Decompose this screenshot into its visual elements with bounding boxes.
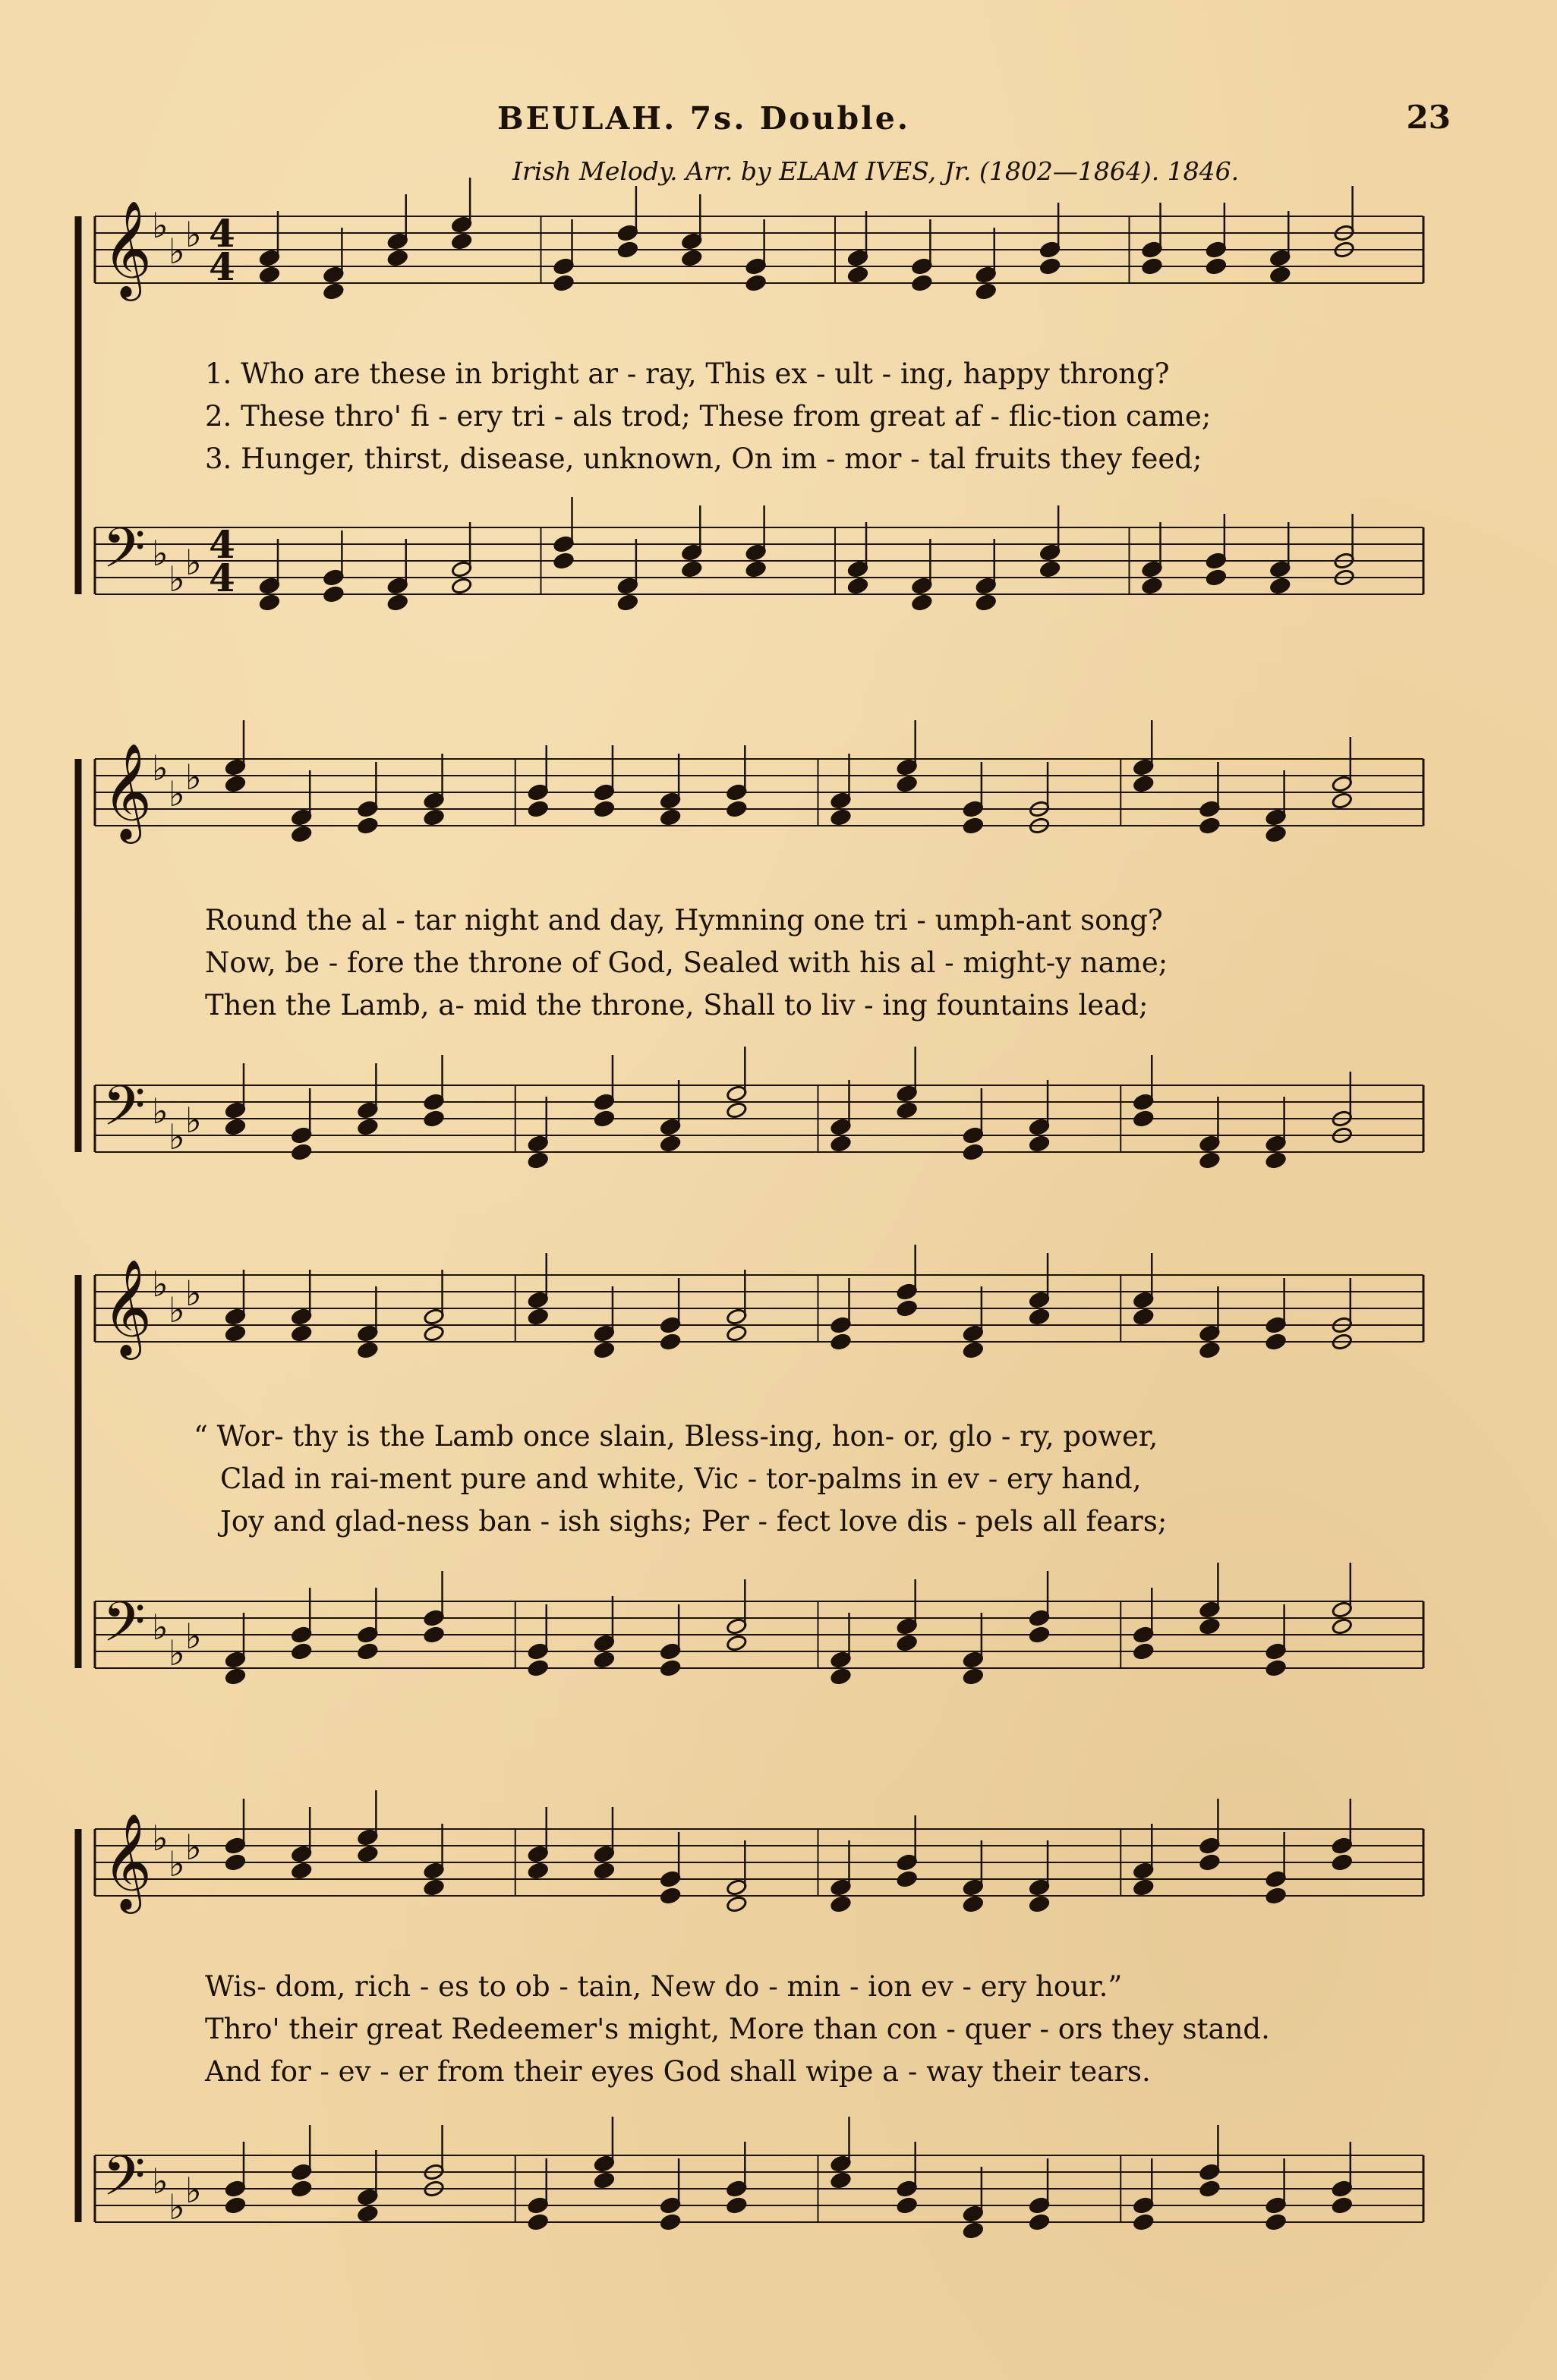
treble-clef-icon: 𝄞 bbox=[102, 1258, 153, 1355]
note-head bbox=[1029, 2213, 1050, 2230]
note-head bbox=[1199, 817, 1220, 834]
note-head bbox=[911, 593, 932, 611]
note-head bbox=[1265, 1659, 1287, 1676]
note-head bbox=[424, 1878, 445, 1896]
treble-clef-icon: 𝄞 bbox=[102, 200, 153, 297]
note-head bbox=[528, 1862, 549, 1879]
note-head bbox=[726, 1895, 747, 1912]
flat-icon: ♭ bbox=[152, 533, 169, 574]
flat-icon: ♭ bbox=[152, 1264, 169, 1305]
note-head bbox=[225, 1324, 246, 1342]
note-head bbox=[1206, 568, 1227, 586]
note-head bbox=[1332, 792, 1353, 809]
note-head bbox=[291, 1642, 312, 1660]
flat-icon: ♭ bbox=[169, 1289, 185, 1330]
note-head bbox=[963, 1667, 984, 1685]
note-head bbox=[225, 1118, 246, 1135]
system-4 bbox=[72, 1768, 1439, 2254]
treble-staff bbox=[95, 1245, 1423, 1360]
bass-staff bbox=[95, 1563, 1423, 1686]
note-head bbox=[681, 249, 702, 266]
note-head bbox=[617, 593, 638, 611]
note-head bbox=[911, 274, 932, 291]
lyric-verse-1: Wis- dom, rich - es to ob - tain, New do - min - ion ev - ery hour.” bbox=[205, 1970, 1123, 2003]
note-head bbox=[291, 2180, 312, 2197]
bass-staff bbox=[95, 497, 1423, 612]
lyric-verse-3: 3. Hunger, thirst, disease, unknown, On im - mor - tal fruits they feed; bbox=[205, 442, 1202, 475]
note-head bbox=[897, 1101, 918, 1119]
flat-icon: ♭ bbox=[152, 2161, 169, 2202]
flat-icon: ♭ bbox=[169, 231, 185, 272]
note-head bbox=[1141, 257, 1162, 275]
flat-icon: ♭ bbox=[152, 1818, 169, 1859]
note-head bbox=[1039, 257, 1061, 275]
note-head bbox=[594, 1862, 615, 1879]
note-head bbox=[847, 266, 868, 283]
bass-staff bbox=[95, 2117, 1423, 2240]
note-head bbox=[1269, 266, 1291, 283]
note-head bbox=[830, 1895, 851, 1912]
time-signature: 4 bbox=[209, 556, 235, 600]
note-head bbox=[660, 1659, 681, 1676]
note-head bbox=[225, 1667, 246, 1685]
flat-icon: ♭ bbox=[169, 1632, 185, 1673]
note-head bbox=[1265, 1151, 1287, 1169]
note-head bbox=[387, 249, 408, 266]
time-signature: 4 bbox=[209, 211, 235, 256]
note-head bbox=[528, 800, 549, 817]
lyric-verse-2: Now, be - fore the throne of God, Sealed with his al - might-y name; bbox=[205, 946, 1168, 979]
note-head bbox=[259, 266, 280, 283]
attribution: Irish Melody. Arr. by ELAM IVES, Jr. (1802—1864). 1846. bbox=[512, 156, 1240, 186]
note-head bbox=[1206, 257, 1227, 275]
note-head bbox=[451, 577, 472, 594]
flat-icon: ♭ bbox=[185, 1100, 202, 1141]
note-head bbox=[291, 1324, 312, 1342]
flat-icon: ♭ bbox=[152, 1607, 169, 1648]
note-head bbox=[745, 274, 767, 291]
note-head bbox=[424, 808, 445, 826]
note-head bbox=[1199, 1617, 1220, 1635]
note-head bbox=[291, 825, 312, 842]
note-head bbox=[451, 232, 472, 250]
note-head bbox=[1199, 1151, 1220, 1169]
note-head bbox=[357, 1118, 378, 1135]
note-head bbox=[726, 2196, 747, 2214]
system-3 bbox=[72, 1245, 1439, 1715]
bass-clef-icon: 𝄢 bbox=[102, 2143, 146, 2221]
flat-icon: ♭ bbox=[169, 559, 185, 600]
note-head bbox=[225, 775, 246, 792]
note-head bbox=[897, 1299, 918, 1317]
note-head bbox=[357, 1845, 378, 1862]
flat-icon: ♭ bbox=[185, 542, 202, 583]
note-head bbox=[975, 593, 997, 611]
lyrics-block bbox=[72, 899, 1439, 1027]
note-head bbox=[357, 817, 378, 834]
note-head bbox=[617, 241, 638, 258]
flat-icon: ♭ bbox=[185, 757, 202, 798]
bass-clef-icon: 𝄢 bbox=[102, 515, 146, 593]
bass-clef-icon: 𝄢 bbox=[102, 1589, 146, 1667]
note-head bbox=[1332, 2196, 1353, 2214]
note-head bbox=[424, 1626, 445, 1643]
lyric-verse-2: Clad in rai-ment pure and white, Vic - tor-palms in ev - ery hand, bbox=[220, 1462, 1142, 1495]
flat-icon: ♭ bbox=[169, 1843, 185, 1884]
lyric-verse-3: Joy and glad-ness ban - ish sighs; Per - fect love dis - pels all fears; bbox=[220, 1505, 1168, 1538]
note-head bbox=[830, 1667, 851, 1685]
note-head bbox=[963, 1143, 984, 1160]
note-head bbox=[830, 808, 851, 826]
note-head bbox=[1265, 825, 1287, 842]
note-head bbox=[1199, 1341, 1220, 1358]
note-head bbox=[963, 1895, 984, 1912]
hymn-title: BEULAH. 7s. Double. bbox=[497, 100, 911, 137]
note-head bbox=[357, 2205, 378, 2222]
treble-staff bbox=[95, 178, 1423, 301]
note-head bbox=[1269, 577, 1291, 594]
lyrics-block bbox=[72, 1966, 1439, 2093]
flat-icon: ♭ bbox=[152, 1091, 169, 1132]
note-head bbox=[528, 1151, 549, 1169]
system-1 bbox=[72, 201, 1439, 626]
lyric-verse-2: Thro' their great Redeemer's might, More than con - quer - ors they stand. bbox=[205, 2013, 1270, 2045]
note-head bbox=[963, 2221, 984, 2239]
note-head bbox=[1029, 1308, 1050, 1325]
note-head bbox=[963, 1341, 984, 1358]
treble-staff bbox=[95, 1790, 1423, 1914]
note-head bbox=[553, 552, 574, 569]
note-head bbox=[726, 1634, 747, 1651]
note-head bbox=[847, 577, 868, 594]
flat-icon: ♭ bbox=[185, 1616, 202, 1657]
treble-staff bbox=[95, 720, 1423, 844]
note-head bbox=[1133, 1878, 1154, 1896]
note-head bbox=[1133, 1642, 1154, 1660]
page-number: 23 bbox=[1406, 99, 1451, 136]
note-head bbox=[726, 1101, 747, 1119]
note-head bbox=[225, 2196, 246, 2214]
note-head bbox=[726, 1324, 747, 1342]
system-2 bbox=[72, 729, 1439, 1192]
note-head bbox=[963, 817, 984, 834]
note-head bbox=[1265, 1333, 1287, 1350]
note-head bbox=[1199, 1853, 1220, 1871]
treble-clef-icon: 𝄞 bbox=[102, 742, 153, 839]
note-head bbox=[424, 1324, 445, 1342]
note-head bbox=[528, 2213, 549, 2230]
note-head bbox=[1141, 577, 1162, 594]
note-head bbox=[291, 1143, 312, 1160]
note-head bbox=[291, 1862, 312, 1879]
note-head bbox=[1265, 1887, 1287, 1904]
note-head bbox=[387, 593, 408, 611]
note-head bbox=[1133, 775, 1154, 792]
note-head bbox=[357, 1341, 378, 1358]
treble-clef-icon: 𝄞 bbox=[102, 1812, 153, 1909]
note-head bbox=[897, 1870, 918, 1887]
note-head bbox=[726, 800, 747, 817]
flat-icon: ♭ bbox=[152, 748, 169, 789]
note-head bbox=[660, 1333, 681, 1350]
note-head bbox=[225, 1853, 246, 1871]
lyrics-block bbox=[72, 353, 1439, 480]
bass-staff bbox=[95, 1047, 1423, 1170]
note-head bbox=[1039, 560, 1061, 578]
flat-icon: ♭ bbox=[185, 1273, 202, 1314]
note-head bbox=[1133, 1110, 1154, 1127]
note-head bbox=[897, 775, 918, 792]
lyric-verse-1: Round the al - tar night and day, Hymning one tri - umph-ant song? bbox=[205, 904, 1163, 937]
note-head bbox=[1133, 2213, 1154, 2230]
note-head bbox=[528, 1308, 549, 1325]
note-head bbox=[830, 2171, 851, 2189]
note-head bbox=[897, 1634, 918, 1651]
lyric-verse-2: 2. These thro' fi - ery tri - als trod; These from great af - flic-tion came; bbox=[205, 400, 1212, 433]
note-head bbox=[259, 593, 280, 611]
note-head bbox=[323, 282, 344, 300]
note-head bbox=[1029, 1895, 1050, 1912]
lyric-verse-3: Then the Lamb, a- mid the throne, Shall to liv - ing fountains lead; bbox=[205, 989, 1149, 1022]
note-head bbox=[1332, 1853, 1353, 1871]
flat-icon: ♭ bbox=[169, 2186, 185, 2227]
flat-icon: ♭ bbox=[152, 205, 169, 246]
note-head bbox=[594, 1341, 615, 1358]
note-head bbox=[681, 560, 702, 578]
lyric-verse-1: “ Wor- thy is the Lamb once slain, Bless-ing, hon- or, glo - ry, power, bbox=[194, 1420, 1158, 1453]
note-head bbox=[594, 800, 615, 817]
note-head bbox=[660, 1135, 681, 1152]
note-head bbox=[528, 1659, 549, 1676]
note-head bbox=[1029, 1626, 1050, 1643]
note-head bbox=[975, 282, 997, 300]
note-head bbox=[897, 2196, 918, 2214]
flat-icon: ♭ bbox=[169, 773, 185, 814]
bass-clef-icon: 𝄢 bbox=[102, 1073, 146, 1151]
note-head bbox=[830, 1135, 851, 1152]
note-head bbox=[830, 1333, 851, 1350]
note-head bbox=[660, 1887, 681, 1904]
lyrics-block bbox=[72, 1415, 1439, 1543]
note-head bbox=[1029, 1135, 1050, 1152]
note-head bbox=[553, 274, 574, 291]
time-signature: 4 bbox=[209, 244, 235, 289]
time-signature: 4 bbox=[209, 522, 235, 567]
note-head bbox=[424, 1110, 445, 1127]
note-head bbox=[594, 1110, 615, 1127]
note-head bbox=[660, 2213, 681, 2230]
note-head bbox=[1133, 1308, 1154, 1325]
note-head bbox=[594, 2171, 615, 2189]
note-head bbox=[594, 1651, 615, 1668]
note-head bbox=[1332, 1617, 1353, 1635]
lyric-verse-1: 1. Who are these in bright ar - ray, This ex - ult - ing, happy throng? bbox=[205, 357, 1170, 390]
note-head bbox=[323, 585, 344, 603]
note-head bbox=[1265, 2213, 1287, 2230]
note-head bbox=[660, 808, 681, 826]
note-head bbox=[745, 560, 767, 578]
flat-icon: ♭ bbox=[185, 214, 202, 255]
flat-icon: ♭ bbox=[169, 1116, 185, 1157]
lyric-verse-3: And for - ev - er from their eyes God shall wipe a - way their tears. bbox=[205, 2055, 1151, 2088]
flat-icon: ♭ bbox=[185, 1827, 202, 1868]
flat-icon: ♭ bbox=[185, 2170, 202, 2211]
note-head bbox=[1199, 2180, 1220, 2197]
note-head bbox=[357, 1642, 378, 1660]
